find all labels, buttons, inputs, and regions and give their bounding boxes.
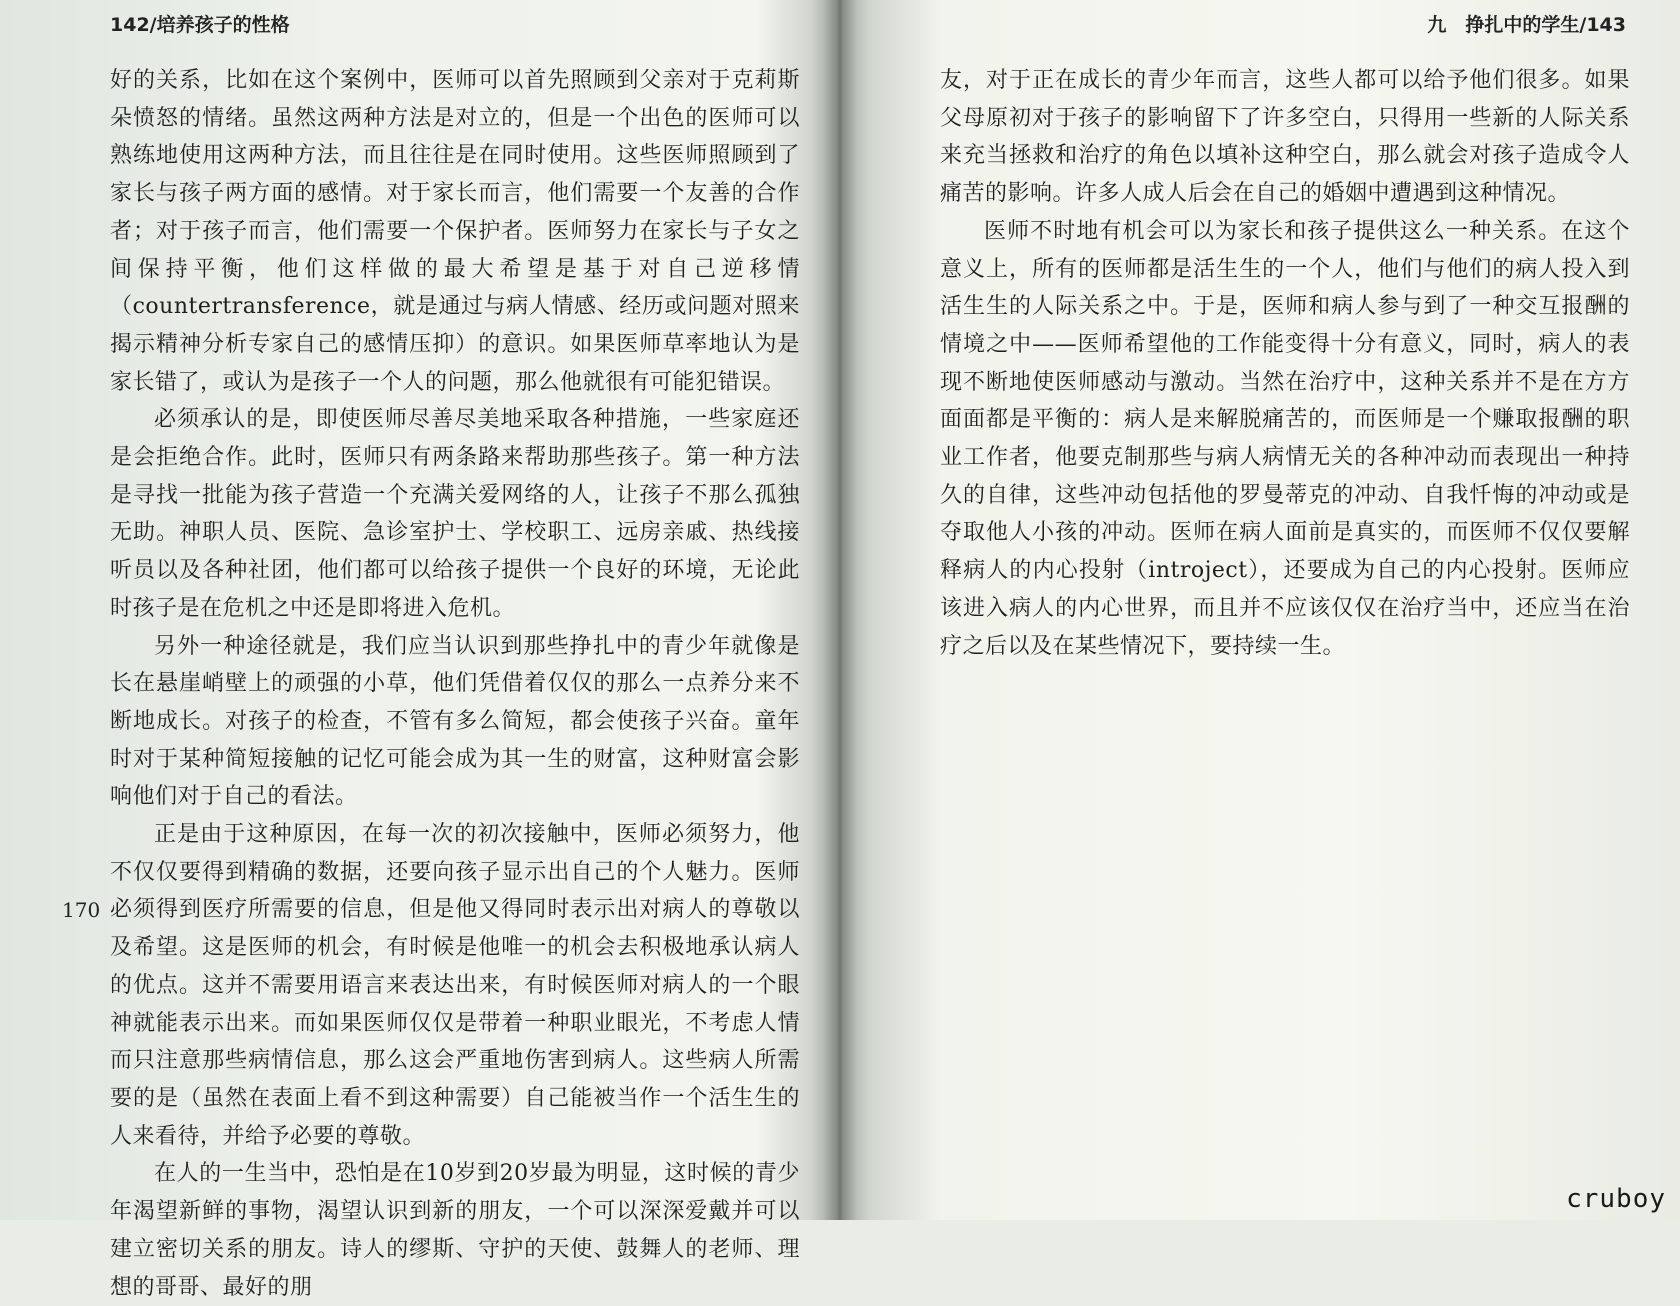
paragraph: 正是由于这种原因，在每一次的初次接触中，医师必须努力，他不仅仅要得到精确的数据，还要向孩子显示出自己的个人魅力。医师必须得到医疗所需要的信息，但是他又得同时表示出对病人的尊敬以及希望。这是医师的机会，有时候是他唯一的机会去积极地承认病人的优点。这并不需要用语言来表达出来，有时候医师对病人的一个眼神就能表示出来。而如果医师仅仅是带着一种职业眼光，不考虑人情而只注意那些病情信息，那么这会严重地伤害到病人。这些病人所需要的是（虽然在表面上看不到这种需要）自己能被当作一个活生生的人来看待，并给予必要的尊敬。 bbox=[110, 822, 800, 1149]
paragraph: 友，对于正在成长的青少年而言，这些人都可以给予他们很多。如果父母原初对于孩子的影响留下了许多空白，只得用一些新的人际关系来充当拯救和治疗的角色以填补这种空白，那么就会对孩子造成令人痛苦的影响。许多人成人后会在自己的婚姻中遭遇到这种情况。 bbox=[940, 68, 1630, 207]
right-page-header: 九 挣扎中的学生/143 bbox=[1427, 14, 1626, 36]
watermark: cruboy bbox=[1566, 1184, 1666, 1214]
paragraph: 在人的一生当中，恐怕是在10岁到20岁最为明显，这时候的青少年渴望新鲜的事物，渴望认识到新的朋友，一个可以深深爱戴并可以建立密切关系的朋友。诗人的缪斯、守护的天使、鼓舞人的老师、理想的哥哥、最好的朋 bbox=[110, 1161, 800, 1300]
paragraph: 好的关系，比如在这个案例中，医师可以首先照顾到父亲对于克莉斯朵愤怒的情绪。虽然这两种方法是对立的，但是一个出色的医师可以熟练地使用这两种方法，而且往往是在同时使用。这些医师照顾到了家长与孩子两方面的感情。对于家长而言，他们需要一个友善的合作者；对于孩子而言，他们需要一个保护者。医师努力在家长与子女之间保持平衡，他们这样做的最大希望是基于对自己逆移情（countertransference，就是通过与病人情感、经历或问题对照来揭示精神分析专家自己的感情压抑）的意识。如果医师草率地认为是家长错了，或认为是孩子一个人的问题，那么他就很有可能犯错误。 bbox=[110, 68, 800, 395]
paragraph: 医师不时地有机会可以为家长和孩子提供这么一种关系。在这个意义上，所有的医师都是活生生的一个人，他们与他们的病人投入到活生生的人际关系之中。于是，医师和病人参与到了一种交互报酬的情境之中——医师希望他的工作能变得十分有意义，同时，病人的表现不断地使医师感动与激动。当然在治疗中，这种关系并不是在方方面面都是平衡的：病人是来解脱痛苦的，而医师是一个赚取报酬的职业工作者，他要克制那些与病人病情无关的各种冲动而表现出一种持久的自律，这些冲动包括他的罗曼蒂克的冲动、自我忏悔的冲动或是夺取他人小孩的冲动。医师在病人面前是真实的，而医师不仅仅要解释病人的内心投射（introject），还要成为自己的内心投射。医师应该进入病人的内心世界，而且并不应该仅仅在治疗当中，还应当在治疗之后以及在某些情况下，要持续一生。 bbox=[940, 218, 1631, 659]
paragraph: 必须承认的是，即使医师尽善尽美地采取各种措施，一些家庭还是会拒绝合作。此时，医师只有两条路来帮助那些孩子。第一种方法是寻找一批能为孩子营造一个充满关爱网络的人，让孩子不那么孤独无助。神职人员、医院、急诊室护士、学校职工、远房亲戚、热线接听员以及各种社团，他们都可以给孩子提供一个良好的环境，无论此时孩子是在危机之中还是即将进入危机。 bbox=[110, 407, 800, 621]
paragraph: 另外一种途径就是，我们应当认识到那些挣扎中的青少年就像是长在悬崖峭壁上的顽强的小草，他们凭借着仅仅的那么一点养分来不断地成长。对孩子的检查，不管有多么简短，都会使孩子兴奋。童年时对于某种简短接触的记忆可能会成为其一生的财富，这种财富会影响他们对于自己的看法。 bbox=[110, 633, 800, 810]
left-page-body bbox=[110, 62, 800, 1306]
left-page bbox=[0, 0, 840, 1300]
right-page bbox=[840, 0, 1680, 1220]
right-page-body bbox=[940, 62, 1630, 665]
book-gutter bbox=[810, 0, 870, 1220]
left-page-header: 142/培养孩子的性格 bbox=[110, 14, 290, 36]
margin-page-number: 170 bbox=[62, 898, 101, 922]
